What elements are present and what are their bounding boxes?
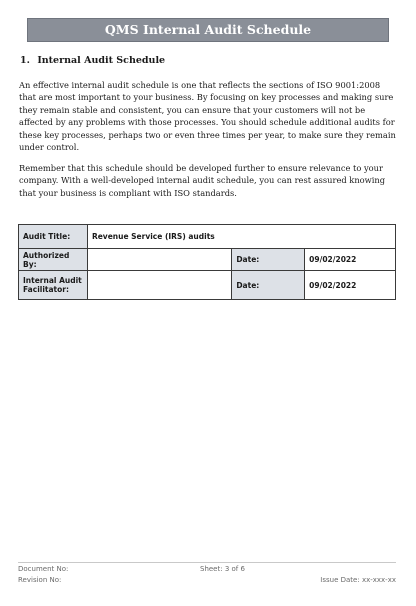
intro-paragraph: An effective internal audit schedule is one that reflects the sections of ISO 9001:2008 that are most important to your business. By focusing on key processes and making sure they remain stable and consistent, you can ensure that your customers will not be affected by any problems with those processes. You should schedule additional audits for these key processes, perhaps two or even three times per year, to make sure they remain under control. [19,80,396,153]
table-row [19,271,396,300]
table-row [19,249,396,271]
footer-divider [18,562,396,563]
facilitator-date-value[interactable]: 09/02/2022 [305,271,396,300]
document-title: QMS Internal Audit Schedule [27,18,389,42]
document-number: Document No: [18,565,69,573]
sheet-number: Sheet: 3 of 6 [200,565,245,573]
closing-paragraph: Remember that this schedule should be developed further to ensure relevance to your company. With a well-developed internal audit schedule, you can rest assured knowing that your business is compliant with ISO standards. [19,163,386,198]
section-heading [20,55,165,67]
date-label: Date: [232,249,305,271]
audit-details-table [18,224,396,300]
issue-date: Issue Date: xx-xxx-xx [320,576,396,584]
authorized-date-value[interactable]: 09/02/2022 [305,249,396,271]
audit-title-label: Audit Title: [19,225,88,249]
revision-number: Revision No: [18,576,62,584]
authorized-by-label: Authorized By: [19,249,88,271]
section-title: Internal Audit Schedule [37,55,166,66]
facilitator-label: Internal Audit Facilitator: [19,271,88,300]
authorized-by-value[interactable] [87,249,231,271]
date-label: Date: [232,271,305,300]
facilitator-value[interactable] [87,271,231,300]
table-row [19,225,396,249]
audit-title-value[interactable]: Revenue Service (IRS) audits [87,225,395,249]
section-number: 1. [20,55,30,66]
